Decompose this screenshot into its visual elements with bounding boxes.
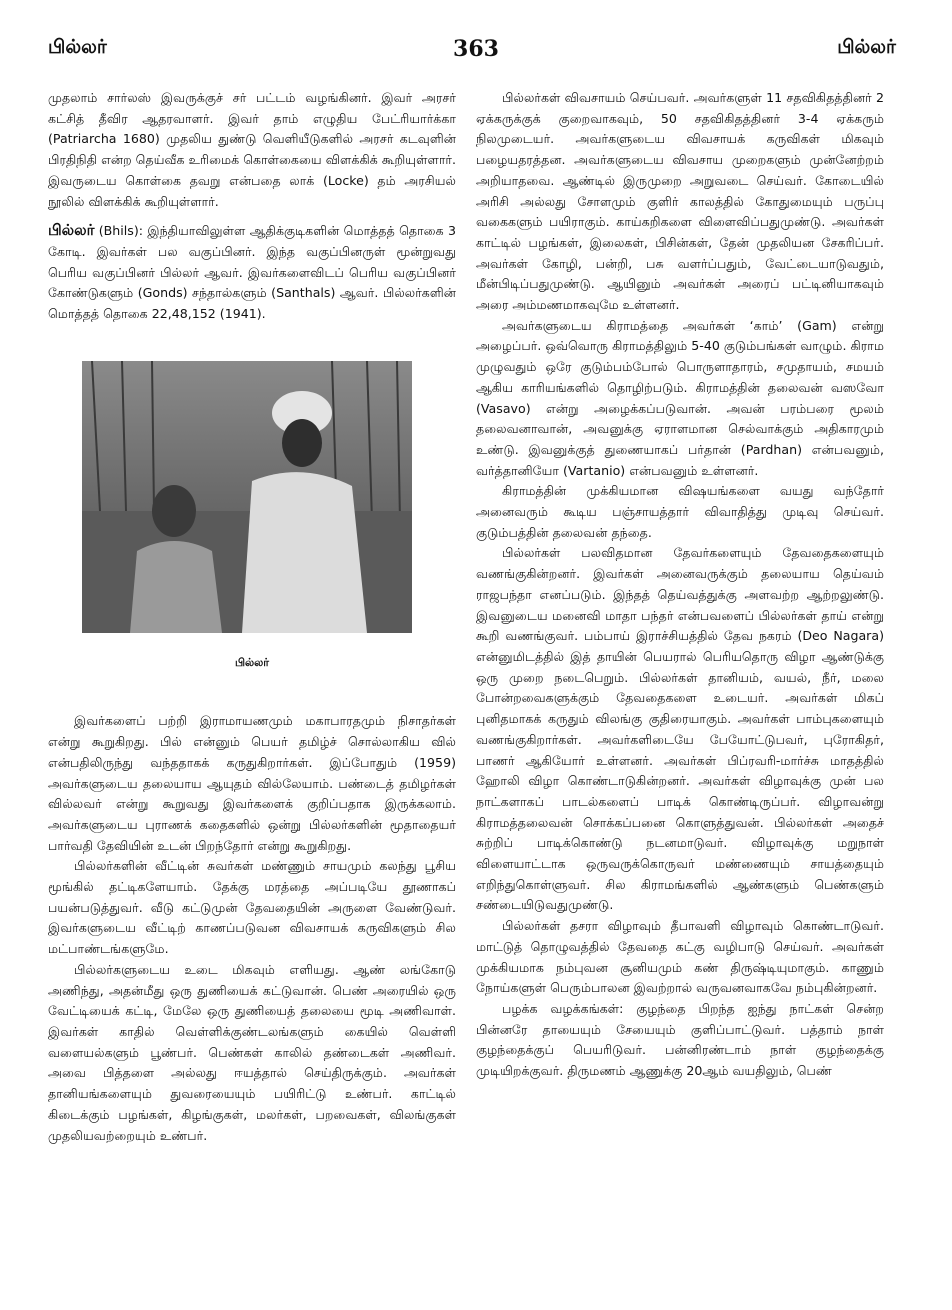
- paragraph: முதலாம் சார்லஸ் இவருக்குச் சர் பட்டம் வழங்கினர். இவர் அரசர் கட்சித் தீவிர ஆதரவாளர். இவர் தாம் எழுதிய பேட்ரியார்க்கா (Patriarcha 1680) முதலிய துண்டு வெளியீடுகளில் அரசர் கடவுளின் பிரதிநிதி என்ற தெய்வீக உரிமைக் கொள்கையை விளக்கிக் கூறியுள்ளார். இவருடைய கொள்கை தவறு என்பதை லாக் (Locke) தம் அரசியல் நூலில் விளக்கிக் கூறியுள்ளார்.: [48, 90, 456, 209]
- photo-caption: பில்லர்: [234, 655, 270, 669]
- paragraph: கிராமத்தின் முக்கியமான விஷயங்களை வயது வந்தோர் அனைவரும் கூடிய பஞ்சாயத்தார் விவாதித்து முடிவு செய்வர். குடும்பத்தின் தலைவன் தந்தை.: [476, 483, 884, 540]
- paragraph: பில்லர்கள் விவசாயம் செய்பவர். அவர்களுள் 11 சதவிகிதத்தினர் 2 ஏக்கருக்குக் குறைவாகவும், 50 சதவிகிதத்தினர் 3-4 ஏக்கரும் நிலமுடையர். அவர்களுடைய விவசாயக் கருவிகள் மிகவும் பழையதரத்தன. அவர்களுடைய விவசாய முறைகளும் முன்னேற்றம் அறியாதவை. ஆண்டில் இருமுறை அறுவடை செய்வர். கோடையில் அரிசி அல்லது சோளமும் குளிர் காலத்தில் கோதுமையும் பருப்பு வகைகளும் பயிராகும். காய்கறிகளை விளைவிப்பதுமுண்டு. அவர்கள் காட்டில் பழங்கள், இலைகள், பிசின்கள், தேன் முதலியன சேகரிப்பர். அவர்கள் கோழி, பன்றி, பசு வளர்ப்பதும், வேட்டையாடுவதும், மீன்பிடிப்பதுமுண்டு. ஆயினும் அவர்கள் அரைப் பட்டினியாகவும் அரை அம்மணமாகவுமே உள்ளனர்.: [476, 90, 884, 313]
- paragraph: பில்லர்களின் வீட்டின் சுவர்கள் மண்ணும் சாயமும் கலந்து பூசிய மூங்கில் தட்டிகளேயாம். தேக்கு மரத்தை அப்படியே தூணாகப் பயன்படுத்துவர். வீடு கட்டுமுன் தேவதையின் அருளை வேண்டுவர். இவர்களுடைய வீட்டிற் காணப்படுவன விவசாயக் கருவிகளும் சில மட்பாண்டங்களுமே.: [48, 858, 456, 957]
- entry-title: பில்லர்: [48, 221, 95, 240]
- running-head-left: பில்லர்: [48, 36, 107, 58]
- paragraph: அவர்களுடைய கிராமத்தை அவர்கள் ‘காம்’ (Gam) என்று அழைப்பர். ஒவ்வொரு கிராமத்திலும் 5-40 குடும்பங்கள் வாழும். கிராம முழுவதும் ஒரே குடும்பம்போல் பொருளாதாரம், சமுதாயம், சமயம் ஆகிய காரியங்களில் தொழிற்படும். கிராமத்தின் தலைவன் வஸவோ (Vasavo) என்று அழைக்கப்படுவான். அவன் பரம்பரை மூலம் தலைவனாவான், அவனுக்கு ஏராளமான செல்வாக்கும் அதிகாரமும் உண்டு. இவனுக்குத் துணையாகப் பர்தான் (Pardhan) என்பவனும், வர்த்தானியோ (Vartanio) என்பவனும் உள்ளனர்.: [476, 317, 884, 478]
- left-column: [48, 88, 456, 1146]
- paragraph: பில்லர்களுடைய உடை மிகவும் எளியது. ஆண் லங்கோடு அணிந்து, அதன்மீது ஒரு துணியைக் கட்டுவான். பெண் அரையில் ஒரு வேட்டியைக் கட்டி, மேலே ஒரு துணியைத் தலையை மூடி அணிவாள். இவர்கள் காதில் வெள்ளிக்குண்டலங்களும் கையில் வெள்ளி வளையல்களும் பூண்பர். பெண்கள் காலில் தண்டைகள் அணிவர். அவை பித்தளை அல்லது ஈயத்தால் செய்திருக்கும். அவர்கள் தானியங்களையும் துவரையையும் பயிரிட்டு உண்பர். காட்டில் கிடைக்கும் பழங்கள், கிழங்குகள், மலர்கள், பறவைகள், விலங்குகள் முதலியவற்றையும் உண்பர்.: [48, 961, 456, 1143]
- paragraph: இவர்களைப் பற்றி இராமாயணமும் மகாபாரதமும் நிசாதர்கள் என்று கூறுகிறது. பில் என்னும் பெயர் தமிழ்ச் சொல்லாகிய வில் என்பதிலிருந்து வந்ததாகக் கருதுகிறார்கள். இப்போதும் (1959) அவர்களுடைய தலையாய ஆயுதம் வில்லேயாம். பண்டைத் தமிழர்கள் வில்லவர் என்று கூறுவது இவர்களைக் குறிப்பதாக இருக்கலாம். அவர்களுடைய புராணக் கதைகளில் ஒன்று பில்லர்களின் மூதாதையர் பார்வதி தேவியின் உடன் பிறந்தோர் என்று கூறுகிறது.: [48, 713, 456, 853]
- entry-paragraph: [48, 220, 456, 325]
- entry-body: (Bhils): இந்தியாவிலுள்ள ஆதிக்குடிகளின் மொத்தத் தொகை 3 கோடி. இவர்கள் பல வகுப்பினர். இந்த வகுப்பினருள் மூன்றுவது பெரிய வகுப்பினர் பில்லர் ஆவர். இவர்களைவிடப் பெரிய வகுப்பினர் கோண்டுகளும் (Gonds) சந்தால்களும் (Santhals) ஆவர். பில்லர்களின் மொத்தத் தொகை 22,48,152 (1941).: [48, 223, 456, 322]
- right-column: [476, 88, 884, 1082]
- page-number: 363: [453, 36, 499, 62]
- paragraph: பில்லர்கள் பலவிதமான தேவர்களையும் தேவதைகளையும் வணங்குகின்றனர். இவர்கள் அனைவருக்கும் தலையாய தெய்வம் ராஜபந்தா எனப்படும். இந்தத் தெய்வத்துக்கு அளவற்ற ஆற்றலுண்டு. இவனுடைய மனைவி மாதா பந்தர் என்பவளைப் பில்லர்கள் தாய் என்று கூறி வணங்குவர். பம்பாய் இராச்சியத்தில் தேவ நகரம் (Deo Nagara) என்னுமிடத்தில் இத் தாயின் பெயரால் பெரியதொரு விழா ஆண்டுக்கு ஒரு முறை நடைபெறும். பில்லர்கள் தானியம், வயல், நீர், மலை போன்றவைகளுக்கும் தேவதைகளை உடையர். அவர்கள் மிகப் புனிதமாகக் கருதும் விலங்கு குதிரையாகும். அவர்கள் பாம்புகளையும் வணங்குகிறார்கள். அவர்களிடையே பேயோட்டுபவர், புரோகிதர், பாணர் ஆகியோர் உள்ளனர். அவர்கள் பிப்ரவரி-மார்ச்சு மாதத்தில் ஹோலி விழா கொண்டாடுகின்றனர். அவர்கள் விழாவுக்கு முன் பல நாட்களாகப் பாடல்களைப் பாடிக் கொண்டிருப்பர். விழாவன்று கிராமத்தலைவன் சொக்கப்பனை கொளுத்துவன். பில்லர்கள் அதைச் சுற்றிப் பாடிக்கொண்டு நடனமாடுவர். விழாவுக்கு மறுநாள் விளையாட்டாக ஒருவருக்கொருவர் மண்ணையும் சாயத்தையும் எறிந்துகொள்ளுவர். சில கிராமங்களில் ஆண்களும் பெண்களும் சண்டையிடுவதுமுண்டு.: [476, 545, 884, 913]
- paragraph: பழக்க வழக்கங்கள்: குழந்தை பிறந்த ஐந்து நாட்கள் சென்ற பின்னரே தாயையும் சேயையும் குளிப்பாட்டுவர். பத்தாம் நாள் குழந்தைக்குப் பெயரிடுவர். பன்னிரண்டாம் நாள் குழந்தைக்கு முடியிறக்குவர். திருமணம் ஆணுக்கு 20ஆம் வயதிலும், பெண்: [476, 1000, 884, 1079]
- photograph-image: [82, 361, 412, 633]
- running-head-right: பில்லர்: [837, 36, 896, 58]
- paragraph: பில்லர்கள் தசரா விழாவும் தீபாவளி விழாவும் கொண்டாடுவர். மாட்டுத் தொழுவத்தில் தேவதை கட்கு வழிபாடு செய்வர். அவர்கள் முக்கியமாக நம்புவன சூனியமும் கண் திருஷ்டியுமாகும். காணும் நோய்களுள் பெரும்பாலன இவற்றால் வருவனவாகவே நம்புகின்றனர்.: [476, 918, 884, 996]
- photograph: [82, 361, 412, 633]
